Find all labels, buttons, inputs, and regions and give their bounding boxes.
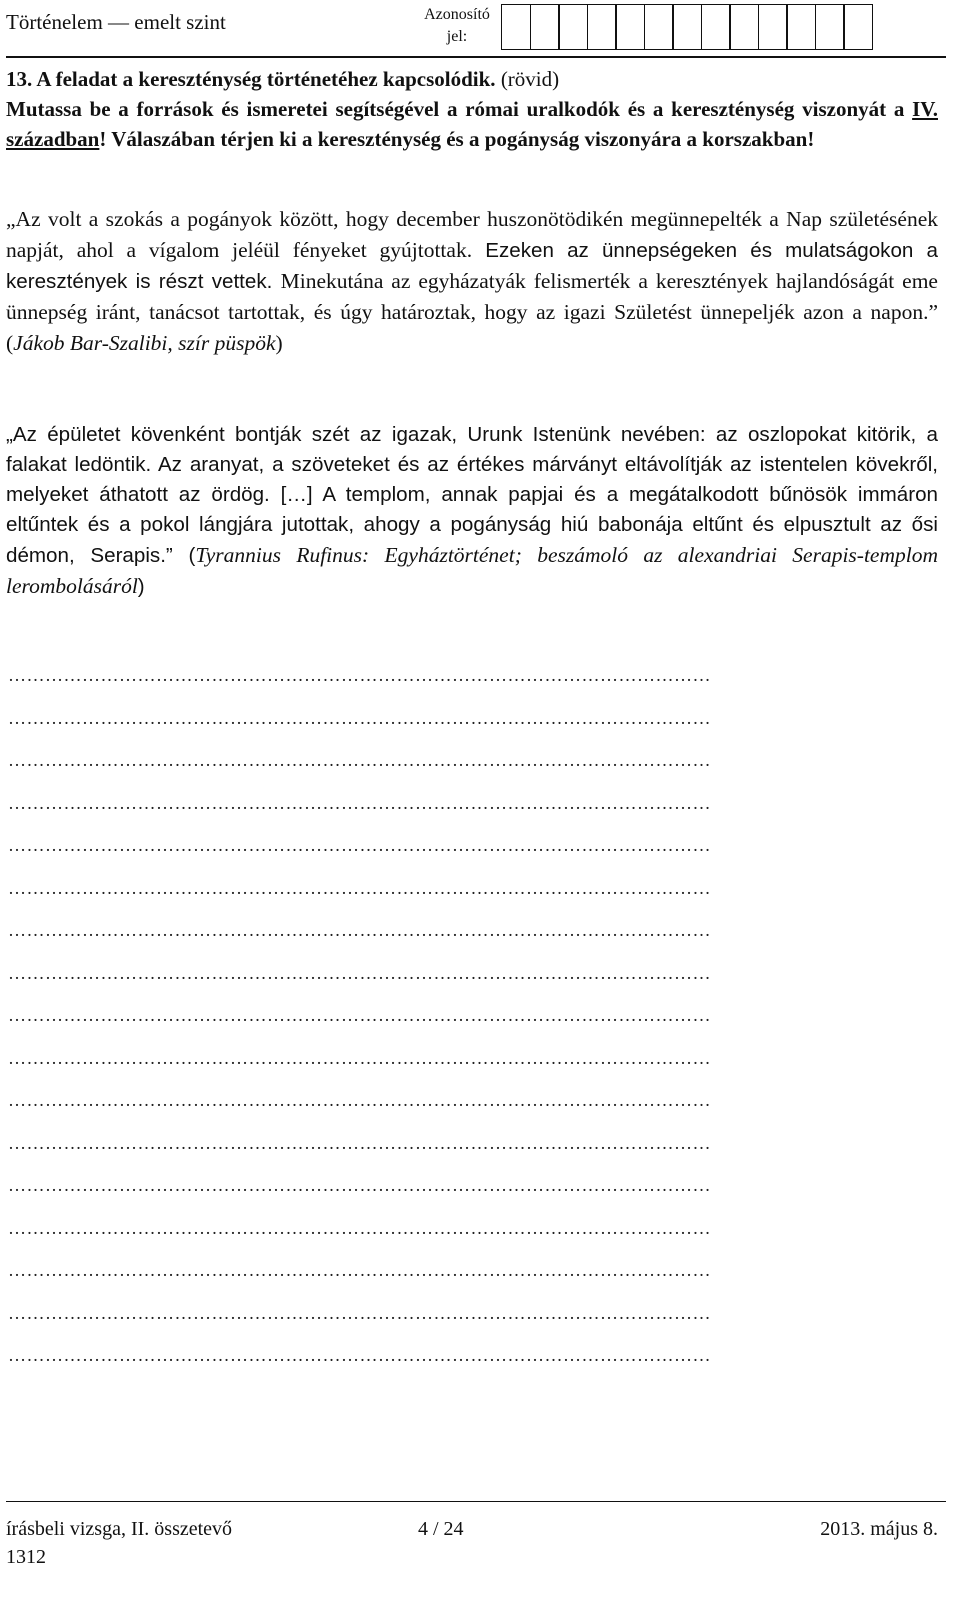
footer-exam-type: írásbeli vizsga, II. összetevő — [6, 1518, 233, 1540]
answer-line[interactable]: …………………………………………………………………………………………………… — [8, 1050, 711, 1065]
answer-line[interactable]: …………………………………………………………………………………………………… — [8, 1135, 711, 1150]
id-digit-box[interactable] — [558, 4, 588, 50]
task-length-tag: (rövid) — [500, 67, 560, 91]
answer-line[interactable]: …………………………………………………………………………………………………… — [8, 710, 711, 725]
answer-line[interactable]: …………………………………………………………………………………………………… — [8, 1305, 711, 1320]
answer-line[interactable]: …………………………………………………………………………………………………… — [8, 795, 711, 810]
header-divider — [6, 56, 946, 58]
answer-line[interactable]: …………………………………………………………………………………………………… — [8, 1348, 711, 1362]
id-label-line2: jel: — [446, 28, 468, 45]
task-heading: 13. A feladat a kereszténység történetéhez kapcsolódik. — [6, 67, 496, 91]
answer-line[interactable]: …………………………………………………………………………………………………… — [8, 1220, 711, 1235]
page-footer — [6, 1518, 938, 1548]
answer-line[interactable]: …………………………………………………………………………………………………… — [8, 880, 711, 895]
source-2-citation-open: ( — [172, 544, 196, 567]
exam-code: 1312 — [6, 1546, 46, 1568]
id-digit-box[interactable] — [501, 4, 531, 50]
source-1-citation-open: ( — [6, 331, 14, 355]
source-2-citation: Tyrannius Rufinus: Egyháztörténet; beszámoló az alexandriai Serapis-templom lerombolásáról — [6, 543, 938, 598]
instruction-part2: ! Válaszában térjen ki a kereszténység és a pogányság viszonyára a korszakban! — [99, 127, 815, 151]
answer-line[interactable]: …………………………………………………………………………………………………… — [8, 923, 711, 937]
source-1-text-c: Minekutána az egyházatyák felismerték a keresztények hajlandóságát eme ünnepség iránt, tanácsot tartottak, és úgy határoztak, hogy az igazi Születést ünnepeljék azon a napon.” — [6, 269, 938, 324]
id-digit-box[interactable] — [786, 4, 816, 50]
source-2 — [6, 420, 938, 602]
source-1 — [6, 204, 938, 359]
answer-line[interactable]: …………………………………………………………………………………………………… — [8, 1093, 711, 1107]
id-label-line1: Azonosító — [424, 6, 490, 23]
answer-line[interactable]: …………………………………………………………………………………………………… — [8, 1008, 711, 1022]
id-digit-box[interactable] — [729, 4, 759, 50]
id-digit-box[interactable] — [615, 4, 645, 50]
id-digit-box[interactable] — [587, 4, 617, 50]
id-label — [416, 4, 498, 48]
source-1-citation: Jákob Bar-Szalibi, szír püspök — [13, 331, 276, 355]
answer-line[interactable]: …………………………………………………………………………………………………… — [8, 965, 711, 980]
id-digit-box[interactable] — [701, 4, 731, 50]
instruction-part1: Mutassa be a források és ismeretei segítségével a római uralkodók és a kereszténység viszonyát a — [6, 97, 913, 121]
source-1-text-b: Ezeken az ünnepségeken és mulatságokon a keresztények is részt vettek. — [6, 239, 938, 293]
id-digit-box[interactable] — [815, 4, 845, 50]
page-header — [0, 0, 960, 56]
task-instructions — [6, 64, 938, 154]
answer-line[interactable]: …………………………………………………………………………………………………… — [8, 668, 711, 682]
source-1-text-a: „Az volt a szokás a pogányok között, hogy december huszonötödikén megünnepelték a Nap születésének napját, ahol a vígalom jeléül fényeket gyújtottak. — [6, 207, 938, 262]
id-digit-box[interactable] — [672, 4, 702, 50]
instruction-emphasis: IV. században — [6, 97, 938, 151]
id-digit-box[interactable] — [644, 4, 674, 50]
id-digit-box[interactable] — [843, 4, 873, 50]
answer-line[interactable]: …………………………………………………………………………………………………… — [8, 753, 711, 767]
source-2-text: „Az épületet kövenként bontják szét az igazak, Urunk Istenünk nevében: az oszlopokat kitörik, a falakat ledöntik. Az aranyat, a szöveteket és az értékes márványt eltávolítják az istentelen kövekről, melyeket áthatott az ördög. […] A templom, annak papjai és a megátalkodott bűnösök immáron eltűntek és a pokol lángjára jutottak, ahogy a pogányság hiú babonája eltűnt és elpusztult az ősi démon, Serapis.” — [6, 423, 938, 567]
answer-line[interactable]: …………………………………………………………………………………………………… — [8, 1263, 711, 1277]
id-digit-box[interactable] — [530, 4, 560, 50]
task-instruction — [6, 97, 938, 151]
footer-divider — [6, 1501, 946, 1502]
page-number: 4 / 24 — [418, 1518, 464, 1540]
exam-title: Történelem — emelt szint — [6, 10, 226, 34]
answer-line[interactable]: …………………………………………………………………………………………………… — [8, 1178, 711, 1192]
id-digit-box[interactable] — [758, 4, 788, 50]
answer-line[interactable]: …………………………………………………………………………………………………… — [8, 838, 711, 852]
source-2-citation-close: ) — [137, 575, 145, 598]
exam-date: 2013. május 8. — [820, 1518, 938, 1540]
id-box-row — [501, 4, 872, 50]
source-1-citation-close: ) — [275, 331, 283, 355]
